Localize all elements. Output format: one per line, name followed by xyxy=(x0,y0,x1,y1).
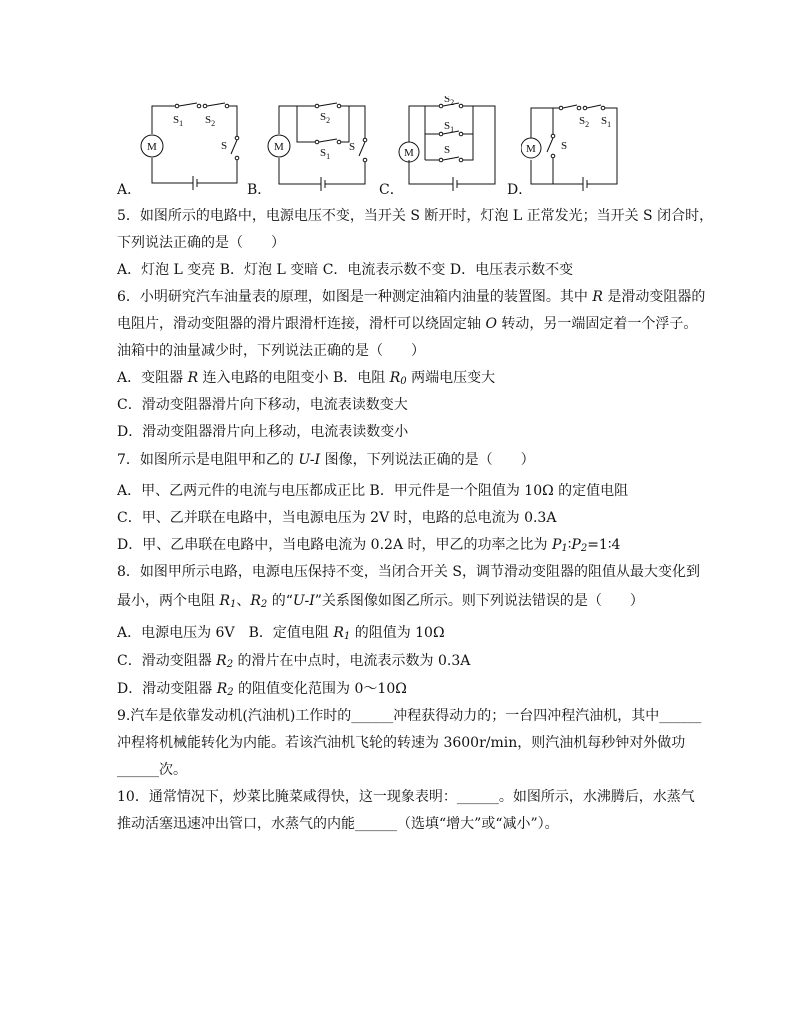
switch-label-s: S xyxy=(221,140,228,152)
option-label-b: B． xyxy=(247,182,272,198)
q6-stem-line1: 6．小明研究汽车油量表的原理，如图是一种测定油箱内油量的装置图。其中 R 是滑动变阻器的 xyxy=(117,289,706,305)
q8-option-c: C．滑动变阻器 $R_2$ 的滑片在中点时，电流表示数为 0.3A xyxy=(117,653,471,670)
q9-line2: 冲程将机械能转化为内能。若该汽油机飞轮的转速为 3600r/min，则汽油机每秒钟对外做功 xyxy=(117,735,686,751)
q6-option-ab: A．变阻器 R 连入电路的电阻变小 B．电阻 $R_0$ 两端电压变大 xyxy=(117,370,496,387)
option-label-c: C． xyxy=(379,182,404,198)
circuit-diagram-b xyxy=(265,96,385,196)
circuit-diagram-d xyxy=(521,96,631,196)
q10-line1: 10．通常情况下，炒菜比腌菜咸得快，这一现象表明：______。如图所示，水沸腾后，水蒸气 xyxy=(117,789,695,805)
q6-option-c: C．滑动变阻器滑片向下移动，电流表读数变大 xyxy=(117,397,408,413)
switch-label-s1: $S_1$ xyxy=(444,120,455,134)
switch-label-s2: $S_2$ xyxy=(205,114,216,128)
q7-stem: 7．如图所示是电阻甲和乙的 U-I 图像，下列说法正确的是（ ） xyxy=(117,452,535,468)
option-label-a: A． xyxy=(117,182,142,198)
circuit-figures-row xyxy=(117,96,697,198)
switch-label-s2: $S_2$ xyxy=(320,111,331,125)
q7-option-d: D．甲、乙串联在电路中，当电路电流为 0.2A 时，甲乙的功率之比为 $P_1∶P_2=1∶4$ xyxy=(117,537,621,554)
motor-symbol: M xyxy=(147,141,157,153)
motor-symbol: M xyxy=(274,141,284,153)
q5-stem-line2: 下列说法正确的是（ ） xyxy=(117,235,285,251)
q5-options: A．灯泡 L 变亮 B．灯泡 L 变暗 C．电流表示数不变 D．电压表示数不变 xyxy=(117,262,574,278)
q8-option-d: D．滑动变阻器 $R_2$ 的阻值变化范围为 0～10Ω xyxy=(117,681,407,698)
q6-option-d: D．滑动变阻器滑片向上移动，电流表读数变小 xyxy=(117,424,409,440)
q6-stem-line3: 油箱中的油量减少时，下列说法正确的是（ ） xyxy=(117,343,425,359)
q8-stem-line1: 8．如图甲所示电路，电源电压保持不变，当闭合开关 S，调节滑动变阻器的阻值从最大变化到 xyxy=(117,564,700,580)
q7-option-c: C．甲、乙并联在电路中，当电源电压为 2V 时，电路的总电流为 0.3A xyxy=(117,510,557,526)
switch-label-s1: $S_1$ xyxy=(173,114,184,128)
switch-label-s: S xyxy=(444,144,451,156)
switch-label-s2: $S_2$ xyxy=(579,115,590,129)
q8-stem-line2: 最小，两个电阻 $R_1$、$R_2$ 的“U-I”关系图像如图乙所示。则下列说法错误的是（ ） xyxy=(117,593,644,610)
option-label-d: D． xyxy=(507,182,533,198)
motor-symbol: M xyxy=(404,147,414,159)
q7-option-ab: A．甲、乙两元件的电流与电压都成正比 B．甲元件是一个阻值为 10Ω 的定值电阻 xyxy=(117,483,629,499)
switch-label-s: S xyxy=(349,141,356,153)
switch-label-s1: $S_1$ xyxy=(320,147,331,161)
q9-line3: ______次。 xyxy=(117,762,187,778)
q10-line2: 推动活塞迅速冲出管口，水蒸气的内能______（选填“增大”或“减小”）。 xyxy=(117,816,559,832)
q8-option-ab: A．电源电压为 6V B．定值电阻 $R_1$ 的阻值为 10Ω xyxy=(117,625,445,642)
q5-stem-line1: 5．如图所示的电路中，电源电压不变，当开关 S 断开时，灯泡 L 正常发光；当开关 S 闭合时， xyxy=(117,208,714,224)
switch-label-s2: $S_2$ xyxy=(444,96,455,107)
circuit-diagram-a xyxy=(135,96,245,196)
circuit-diagram-c xyxy=(397,96,507,196)
q9-line1: 9.汽车是依靠发动机(汽油机)工作时的______冲程获得动力的；一台四冲程汽油机，其中______ xyxy=(117,708,702,724)
q6-stem-line2: 电阻片，滑动变阻器的滑片跟滑杆连接，滑杆可以绕固定轴 O 转动，另一端固定着一个浮子。 xyxy=(117,316,698,332)
switch-label-s1: $S_1$ xyxy=(601,115,612,129)
motor-symbol: M xyxy=(526,143,536,155)
switch-label-s: S xyxy=(561,140,568,152)
